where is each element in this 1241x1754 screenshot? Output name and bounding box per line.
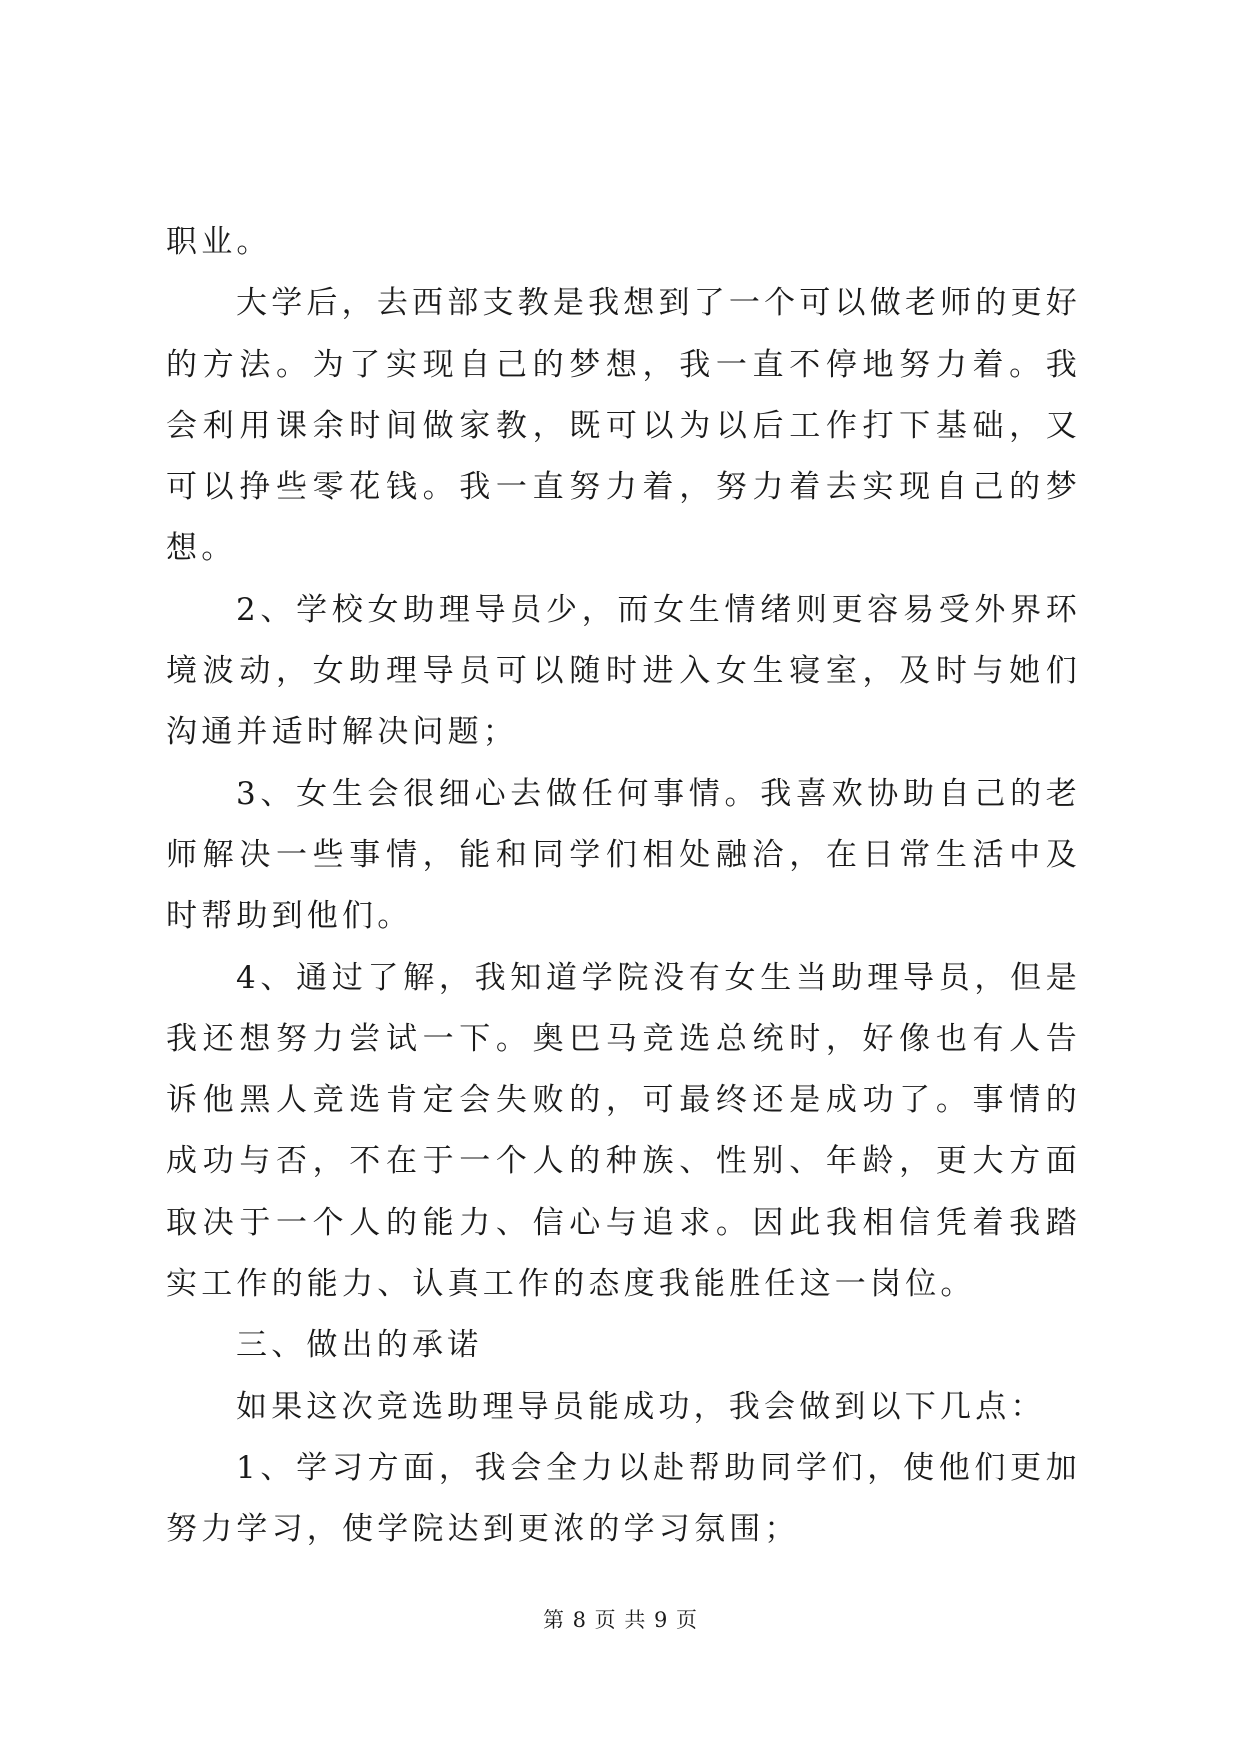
paragraph-west-teaching: 大学后，去西部支教是我想到了一个可以做老师的更好的方法。为了实现自己的梦想，我一直不停地努力着。我会利用课余时间做家教，既可以为以后工作打下基础，又可以挣些零花钱。我一直努力着，努力着去实现自己的梦想。 bbox=[166, 285, 1081, 567]
paragraph-point-2: 2、学校女助理导员少，而女生情绪则更容易受外界环境波动，女助理导员可以随时进入女生寝室，及时与她们沟通并适时解决问题； bbox=[166, 591, 1081, 751]
paragraph-commitment-1: 1、学习方面，我会全力以赴帮助同学们，使他们更加努力学习，使学院达到更浓的学习氛围； bbox=[166, 1449, 1081, 1548]
paragraph-commitment-intro: 如果这次竞选助理导员能成功，我会做到以下几点： bbox=[236, 1388, 1046, 1425]
paragraph-point-4: 4、通过了解，我知道学院没有女生当助理导员，但是我还想努力尝试一下。奥巴马竞选总统时，好像也有人告诉他黑人竞选肯定会失败的，可最终还是成功了。事情的成功与否，不在于一个人的种族、性别、年龄，更大方面取决于一个人的能力、信心与追求。因此我相信凭着我踏实工作的能力、认真工作的态度我能胜任这一岗位。 bbox=[166, 959, 1081, 1303]
section-heading-commitments: 三、做出的承诺 bbox=[236, 1327, 483, 1364]
page-number-footer: 第 8 页 共 9 页 bbox=[542, 1608, 699, 1632]
document-body bbox=[166, 212, 1081, 1561]
paragraph-point-3: 3、女生会很细心去做任何事情。我喜欢协助自己的老师解决一些事情，能和同学们相处融洽，在日常生活中及时帮助到他们。 bbox=[166, 775, 1081, 935]
paragraph-continuation: 职业。 bbox=[166, 224, 272, 260]
